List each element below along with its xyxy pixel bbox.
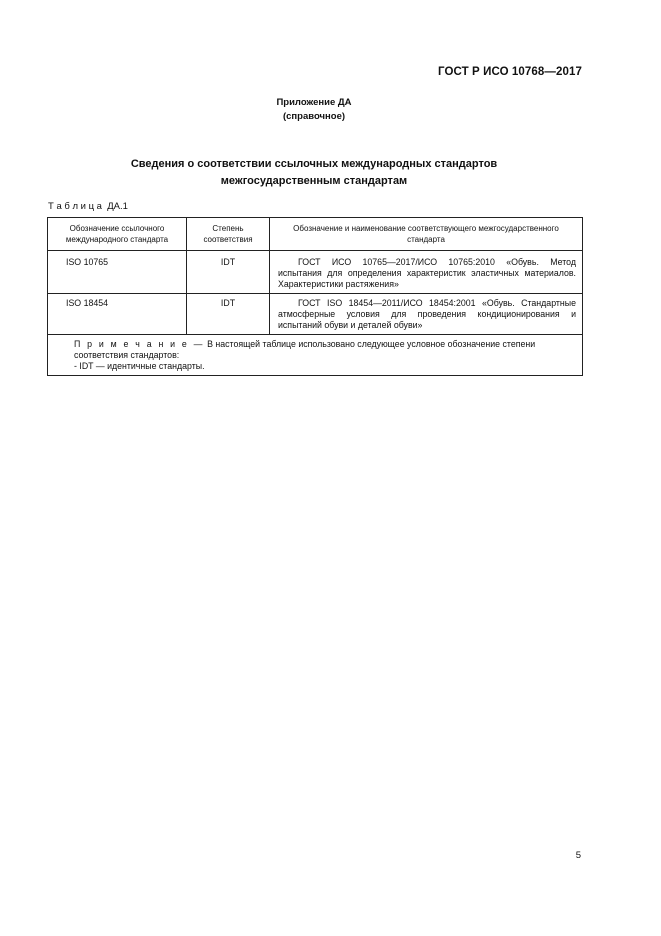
table-row bbox=[48, 251, 583, 294]
cell-description bbox=[270, 251, 583, 294]
cell-degree: IDT bbox=[187, 294, 270, 335]
header-reference-standard bbox=[48, 218, 187, 251]
cell-description bbox=[270, 294, 583, 335]
table-note-row bbox=[48, 335, 583, 376]
header-degree bbox=[187, 218, 270, 251]
section-title-line2: межгосударственным стандартам bbox=[220, 175, 408, 187]
page-number: 5 bbox=[575, 850, 581, 861]
correspondence-table bbox=[47, 217, 583, 376]
cell-reference: ISO 10765 bbox=[48, 251, 187, 294]
header-reference-line1: Обозначение ссылочного bbox=[69, 224, 165, 233]
document-code: ГОСТ Р ИСО 10768—2017 bbox=[437, 66, 582, 78]
section-title-line1: Сведения о соответствии ссылочных международных стандартов bbox=[130, 158, 498, 170]
annex-subtitle: (справочное) bbox=[282, 111, 346, 122]
table-note bbox=[48, 335, 583, 376]
description-text: ГОСТ ISO 18454—2011/ИСО 18454:2001 «Обувь. Стандартные атмосферные условия для проведения кондиционирования и испытаний обуви и деталей обуви» bbox=[278, 298, 576, 330]
cell-degree: IDT bbox=[187, 251, 270, 294]
header-degree-line2: соответствия bbox=[203, 235, 253, 244]
header-interstate-standard bbox=[270, 218, 583, 251]
note-prefix: П р и м е ч а н и е — bbox=[74, 339, 205, 349]
header-interstate-line1: Обозначение и наименование соответствующего межгосударственного bbox=[293, 224, 559, 233]
header-reference-line2: международного стандарта bbox=[65, 235, 169, 244]
note-item: - IDT — идентичные стандарты. bbox=[74, 361, 205, 371]
note-text: В настоящей таблице использовано следующее условное обозначение степени соответствия стандартов: bbox=[74, 339, 536, 360]
section-title bbox=[0, 156, 628, 190]
note-paragraph bbox=[54, 339, 576, 361]
annex-heading bbox=[0, 96, 628, 124]
description-text: ГОСТ ИСО 10765—2017/ИСО 10765:2010 «Обувь. Метод испытания для определения характеристик эластичных материалов. Характеристики растяжения» bbox=[278, 257, 576, 289]
table-row bbox=[48, 294, 583, 335]
table-header-row bbox=[48, 218, 583, 251]
header-interstate-line2: стандарта bbox=[407, 235, 445, 244]
cell-reference: ISO 18454 bbox=[48, 294, 187, 335]
table-caption: Т а б л и ц а ДА.1 bbox=[48, 201, 128, 212]
annex-title: Приложение ДА bbox=[276, 97, 352, 108]
header-degree-line1: Степень bbox=[212, 224, 244, 233]
